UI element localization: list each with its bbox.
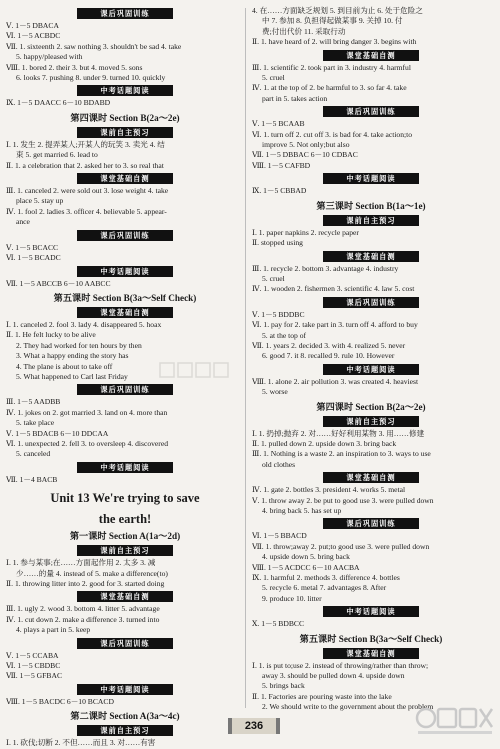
answer-line: Ⅴ. 1－5 BCACC xyxy=(6,242,59,252)
section-banner: 课堂基础自测 xyxy=(77,307,173,318)
unit-title: Unit 13 We're trying to save xyxy=(50,491,200,506)
answer-line: Ⅱ. stopped using xyxy=(252,238,303,248)
answer-line: Ⅶ. 1－4 BACB xyxy=(6,474,58,484)
answer-line: Ⅸ. 1－5 DAACC 6－10 BDABD xyxy=(6,98,111,108)
answer-line: 5. cruel xyxy=(262,273,285,283)
section-banner: 中考话题阅读 xyxy=(77,684,173,695)
answer-line: 5. canceled xyxy=(16,449,51,459)
answer-line: Ⅰ. 1. canceled 2. fool 3. lady 4. disappeared 5. hoax xyxy=(6,319,162,329)
section-banner: 课后巩固训练 xyxy=(77,384,173,395)
section-banner: 课后巩固训练 xyxy=(77,8,173,19)
section-banner: 课后巩固训练 xyxy=(77,230,173,241)
right-column xyxy=(252,6,490,713)
section-banner: 中考话题阅读 xyxy=(77,462,173,473)
answer-line: Ⅵ. 1－5 CBDBC xyxy=(6,661,61,671)
answer-line: part in 5. takes action xyxy=(262,93,328,103)
page-number: 236 xyxy=(228,718,280,734)
section-banner: 课前自主预习 xyxy=(77,127,173,138)
section-banner: 课前自主预习 xyxy=(323,215,419,226)
lesson-title: 第三课时 Section B(1a～1e) xyxy=(316,200,426,211)
answer-line: 2. They had worked for ten hours by then xyxy=(16,340,142,350)
answer-line: 4. upside down 5. bring back xyxy=(262,552,350,562)
answer-line: 2. We should write to the government about the problem xyxy=(262,702,434,712)
answer-line: Ⅵ. 1－5 BBACD xyxy=(252,531,307,541)
answer-line: Ⅷ. 1－5 BACDC 6－10 BCACD xyxy=(6,696,114,706)
answer-line: 4. The plane is about to take off xyxy=(16,361,113,371)
answer-line: Ⅱ. 1. Factories are pouring waste into the lake xyxy=(252,691,392,701)
section-banner: 中考话题阅读 xyxy=(77,266,173,277)
answer-line: 5. cruel xyxy=(262,73,285,83)
answer-line: Ⅶ. 1－5 GFBAC xyxy=(6,671,63,681)
section-banner: 课后巩固训练 xyxy=(323,297,419,308)
answer-line: Ⅳ. 1. gate 2. bottles 3. president 4. works 5. metal xyxy=(252,485,406,495)
answer-line: Ⅲ. 1. canceled 2. were sold out 3. lose weight 4. take xyxy=(6,186,169,196)
corner-watermark-logo xyxy=(412,704,496,738)
answer-line: Ⅹ. 1－5 BDBCC xyxy=(252,619,305,629)
answer-line: Ⅱ. 1. have heard of 2. will bring danger 3. begins with xyxy=(252,37,417,47)
answer-line: 中 7. 参加 8. 负担得起做某事 9. 关掉 10. 付 xyxy=(262,16,403,26)
section-banner: 课前自主预习 xyxy=(323,416,419,427)
answer-line: 3. What a happy ending the story has xyxy=(16,351,129,361)
lesson-title: 第四课时 Section B(2a～2e) xyxy=(316,401,426,412)
answer-line: Ⅵ. 1. pay for 2. take part in 3. turn off 4. afford to buy xyxy=(252,320,418,330)
answer-line: Ⅳ. 1. cut down 2. make a difference 3. turned into xyxy=(6,614,160,624)
answer-line: Ⅳ. 1. at the top of 2. be harmful to 3. so far 4. take xyxy=(252,83,407,93)
answer-line: 5. worse xyxy=(262,387,288,397)
answer-line: Ⅰ. 1. paper napkins 2. recycle paper xyxy=(252,227,359,237)
answer-line: ance xyxy=(16,217,30,227)
answer-line: Ⅰ. 1. 参与某事;在……方面起作用 2. 太多 3. 减 xyxy=(6,558,156,568)
answer-line: improve 5. Not only;but also xyxy=(262,140,350,150)
answer-line: Ⅳ. 1. jokes on 2. got married 3. land on 4. more than xyxy=(6,407,168,417)
lesson-title: 第五课时 Section B(3a～Self Check) xyxy=(53,292,197,303)
answer-line: Ⅲ. 1. scientific 2. took part in 3. industry 4. harmful xyxy=(252,62,411,72)
column-divider xyxy=(245,8,246,708)
answer-line: Ⅴ. 1－5 DBACA xyxy=(6,21,59,30)
answer-line: Ⅰ. 1. 扔掉;抛弃 2. 对……好好利用某物 3. 用……修建 xyxy=(252,428,425,438)
answer-line: 少……的量 4. instead of 5. make a difference(to) xyxy=(16,568,168,578)
answer-line: 4. plays a part in 5. keep xyxy=(16,625,91,635)
answer-line: 6. looks 7. pushing 8. under 9. turned 10. quickly xyxy=(16,73,166,83)
answer-line: Ⅶ. 1. sixteenth 2. saw nothing 3. shouldn't be sad 4. take xyxy=(6,41,182,51)
answer-line: Ⅶ. 1. years 2. decided 3. with 4. realized 5. never xyxy=(252,340,406,350)
lesson-title: 第二课时 Section A(3a～4c) xyxy=(70,711,180,722)
section-banner: 课堂基础自测 xyxy=(323,648,419,659)
answer-line: 5. take place xyxy=(16,418,55,428)
section-banner: 课前自主预习 xyxy=(77,545,173,556)
lesson-title: 第一课时 Section A(1a～2d) xyxy=(69,531,181,542)
section-banner: 课后巩固训练 xyxy=(77,638,173,649)
answer-line: Ⅱ. 1. pulled down 2. upside down 3. bring back xyxy=(252,438,397,448)
answer-line: 5. brings back xyxy=(262,681,305,691)
answer-line: away 3. should be pulled down 4. upside down xyxy=(262,671,405,681)
answer-line: Ⅶ. 1－5 ABCCB 6－10 AABCC xyxy=(6,278,111,288)
answer-line: Ⅸ. 1－5 CBBAD xyxy=(252,186,307,196)
answer-line: Ⅲ. 1. ugly 2. wood 3. bottom 4. litter 5. advantage xyxy=(6,604,160,614)
section-banner: 课堂基础自测 xyxy=(323,251,419,262)
answer-line: Ⅱ. 1. throwing litter into 2. good for 3. started doing xyxy=(6,579,165,588)
answer-line: old clothes xyxy=(262,459,296,469)
answer-line: Ⅵ. 1－5 ACBDC xyxy=(6,31,61,41)
answer-line: Ⅲ. 1. Nothing is a waste 2. an inspiration to 3. ways to use xyxy=(252,449,431,459)
lesson-title: 第四课时 Section B(2a～2e) xyxy=(70,112,180,123)
answer-line: Ⅵ. 1－5 BCADC xyxy=(6,253,61,263)
section-banner: 中考话题阅读 xyxy=(77,85,173,96)
answer-line: Ⅳ. 1. wooden 2. fishermen 3. scientific 4. law 5. cost xyxy=(252,284,415,294)
answer-line: 9. produce 10. litter xyxy=(262,593,322,603)
section-banner: 课堂基础自测 xyxy=(323,472,419,483)
answer-line: Ⅴ. 1－5 BCAAB xyxy=(252,119,305,129)
answer-line: 4. 在……方面缺乏规划 5. 到目前为止 6. 处于危险之 xyxy=(252,6,423,15)
section-banner: 中考话题阅读 xyxy=(323,364,419,375)
answer-line: Ⅵ. 1. unexpected 2. fell 3. to oversleep 4. discovered xyxy=(6,438,168,448)
section-banner: 中考话题阅读 xyxy=(323,606,419,617)
section-banner: 课堂基础自测 xyxy=(77,173,173,184)
answer-line: Ⅱ. 1. a celebration that 2. asked her to 3. so real that xyxy=(6,160,164,170)
answer-line: 5. What happened to Carl last Friday xyxy=(16,371,128,381)
answer-line: Ⅲ. 1. recycle 2. bottom 3. advantage 4. industry xyxy=(252,263,399,273)
answer-line: 6. good 7. it 8. recalled 9. rule 10. However xyxy=(262,351,395,361)
answer-line: place 5. stay up xyxy=(16,196,64,206)
answer-line: 5. happy/pleased with xyxy=(16,52,83,62)
section-banner: 课堂基础自测 xyxy=(77,591,173,602)
section-banner: 课堂基础自测 xyxy=(323,50,419,61)
lesson-title: 第五课时 Section B(3a～Self Check) xyxy=(299,633,443,644)
answer-line: Ⅶ. 1. throw;away 2. put;to good use 3. were pulled down xyxy=(252,541,430,551)
answer-line: Ⅰ. 1. 砍伐;切断 2. 不但……而且 3. 对……有害 xyxy=(6,738,156,748)
answer-line: Ⅱ. 1. He felt lucky to be alive xyxy=(6,330,96,340)
section-banner: 中考话题阅读 xyxy=(323,173,419,184)
answer-line: Ⅶ. 1－5 DBBAC 6－10 CDBAC xyxy=(252,150,358,160)
answer-line: Ⅷ. 1－5 ACDCC 6－10 AACBA xyxy=(252,562,360,572)
section-banner: 课前自主预习 xyxy=(77,725,173,736)
answer-line: Ⅲ. 1－5 AADBB xyxy=(6,397,61,407)
answer-line: 束 5. get married 6. lead to xyxy=(16,150,98,160)
answer-line: 费;付出代价 11. 采取行动 xyxy=(262,26,346,36)
section-banner: 课后巩固训练 xyxy=(323,106,419,117)
answer-line: Ⅴ. 1－5 BDDBC xyxy=(252,309,305,319)
faint-watermark-logo xyxy=(158,360,238,380)
answer-line: Ⅷ. 1. alone 2. air pollution 3. was created 4. heaviest xyxy=(252,376,419,386)
section-banner: 课后巩固训练 xyxy=(323,518,419,529)
answer-line: Ⅷ. 1. bored 2. their 3. but 4. moved 5. sons xyxy=(6,62,143,72)
answer-line: Ⅴ. 1－5 BDACB 6－10 DDCAA xyxy=(6,428,109,438)
answer-line: Ⅰ. 1. 发生 2. 提弄某人;开某人的玩笑 3. 卖光 4. 结 xyxy=(6,139,165,149)
answer-line: 5. at the top of xyxy=(262,330,307,340)
answer-line: Ⅴ. 1－5 CCABA xyxy=(6,650,59,660)
unit-title: the earth! xyxy=(98,512,152,527)
answer-line: Ⅰ. 1. is put to;use 2. instead of throwing/rather than throw; xyxy=(252,660,429,670)
answer-line: 5. recycle 6. metal 7. advantages 8. After xyxy=(262,583,387,593)
answer-line: Ⅸ. 1. harmful 2. methods 3. difference 4. bottles xyxy=(252,573,400,583)
answer-line: Ⅴ. 1. throw away 2. be put to good use 3. were pulled down xyxy=(252,495,434,505)
answer-line: Ⅵ. 1. turn off 2. cut off 3. is bad for 4. take action;to xyxy=(252,129,413,139)
answer-line: Ⅳ. 1. fool 2. ladies 3. officer 4. believable 5. appear- xyxy=(6,206,167,216)
answer-line: 4. bring back 5. has set up xyxy=(262,506,342,515)
answer-line: Ⅷ. 1－5 CAFBD xyxy=(252,160,311,170)
